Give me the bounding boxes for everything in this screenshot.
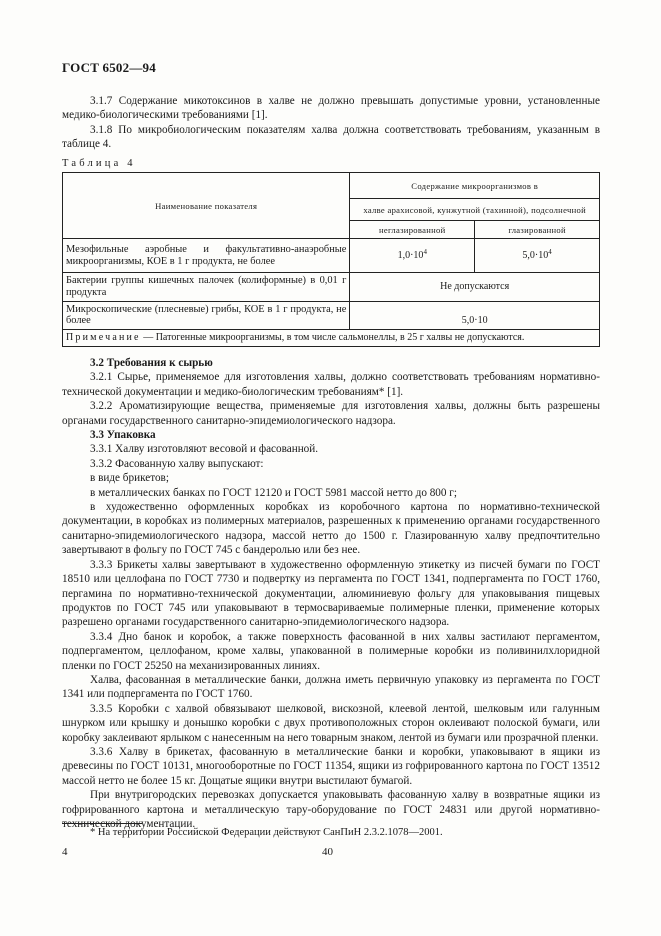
table-row-mold-value: 5,0·10: [350, 301, 600, 330]
section-3-2: [62, 356, 600, 831]
paragraph-3-3-4-b: Халва, фасованная в металлические банки, должна иметь первичную упаковку из пергамента по ГОСТ 1341 или подпергамента по ГОСТ 1760.: [62, 673, 600, 701]
page-number-left: 4: [62, 846, 68, 858]
table-label: Таблица 4: [62, 158, 136, 169]
footnote-divider: [62, 823, 142, 824]
table-row-mesophilic-glazed: [475, 239, 600, 273]
paragraph-3-3-3: 3.3.3 Брикеты халвы завертывают в художественно оформленную этикетку из писчей бумаги по ГОСТ 18510 или целлофана по ГОСТ 7730 и подвертку из пергамента по ГОСТ 1341, подпергамента по ГОСТ 1760, пергамина по нормативно-технической документации, алюминиевую фольгу для упаковывания пищевых продуктов по ГОСТ 745 или упаковывают в термосвариваемые полимерные пленки, применение которых разрешено органами государственного санитарно-эпидемиологического надзора.: [62, 558, 600, 629]
glazed-exponent: 4: [548, 247, 552, 256]
table-head-indicator: Наименование показателя: [63, 173, 350, 239]
table-row-coliform-value: Не допускаются: [350, 273, 600, 302]
document-header: ГОСТ 6502—94: [62, 60, 156, 75]
table-row-mesophilic-unglazed: [350, 239, 475, 273]
paragraph-3-3-2-c: в художественно оформленных коробках из коробочного картона по нормативно-технической документации, в коробках из полимерных материалов, разрешенных к применению органами государственного санитарно-эпидемиологического надзора, массой нетто до 1500 г. Глазированную халву предпочтительно завертывают в фольгу по ГОСТ 745 с бандеролью или без нее.: [62, 501, 600, 557]
table-head-halva: халве арахисовой, кунжутной (тахинной), подсолнечной: [350, 199, 600, 221]
paragraph-3-2-1: 3.2.1 Сырье, применяемое для изготовления халвы, должно соответствовать требованиям нормативно-технической документации и медико-биологическим требованиям* [1].: [62, 371, 600, 398]
paragraph-3-1-8: 3.1.8 По микробиологическим показателям халва должна соответствовать требованиям, указанным в таблице 4.: [62, 123, 600, 151]
paragraph-3-3-5: 3.3.5 Коробки с халвой обвязывают шелковой, вискозной, клеевой лентой, шелковым или галунным шнурком или крышку и донышко коробки с двух противоположных сторон оклеивают полоской бумаги, или коробку заклеивают ярлыком с нанесенным на него товарным знаком, лентой из бумаги или прозрачной пленки.: [62, 702, 600, 744]
paragraph-3-3-2-a: в виде брикетов;: [90, 472, 169, 485]
table-row-mesophilic-name: Мезофильные аэробные и факультативно-анаэробные микроорганизмы, КОЕ в 1 г продукта, не более: [63, 239, 350, 273]
paragraph-3-3-2-b: в металлических банках по ГОСТ 12120 и ГОСТ 5981 массой нетто до 800 г;: [90, 486, 457, 499]
paragraph-3-3-2: 3.3.2 Фасованную халву выпускают:: [90, 457, 264, 470]
table-row-mold-name: Микроскопические (плесневые) грибы, КОЕ в 1 г продукта, не более: [63, 301, 350, 330]
table-head-content: Содержание микроорганизмов в: [350, 173, 600, 199]
table-4: [62, 172, 600, 347]
paragraph-3-3-6: 3.3.6 Халву в брикетах, фасованную в металлические банки и коробки, упаковывают в ящики из древесины по ГОСТ 10131, многооборотные по ГОСТ 11354, ящики из гофрированного картона по ГОСТ 13512 массой нетто не более 15 кг. Дощатые ящики внутри выстилают бумагой.: [62, 745, 600, 787]
table-row-coliform-name: Бактерии группы кишечных палочек (колиформные) в 0,01 г продукта: [63, 273, 350, 302]
paragraph-3-1-7: 3.1.7 Содержание микотоксинов в халве не должно превышать допустимые уровни, установленные медико-биологическими требованиями [1].: [62, 95, 600, 122]
paragraph-3-2-2: 3.2.2 Ароматизирующие вещества, применяемые для изготовления халвы, должны быть разрешены органами государственного санитарно-эпидемиологического надзора.: [62, 400, 600, 427]
paragraph-3-3-1: 3.3.1 Халву изготовляют весовой и фасованной.: [90, 443, 319, 456]
page-number-center: 40: [322, 846, 333, 858]
table-note: [63, 330, 600, 347]
glazed-base: 5,0·10: [522, 249, 549, 261]
paragraph-3-3-6-b: При внутригородских перевозках допускается упаковывать фасованную халву в возвратные ящики из гофрированного картона и металлическую тару-оборудование по ГОСТ 24831 или другой нормативно-технической документации.: [62, 789, 600, 830]
intro-block: [62, 94, 600, 152]
unglazed-base: 1,0·10: [397, 249, 424, 261]
section-3-2-title: 3.2 Требования к сырью: [90, 357, 213, 369]
footnote: * На территории Российской Федерации действуют СанПиН 2.3.2.1078—2001.: [90, 827, 443, 838]
table-head-glazed: глазированной: [475, 221, 600, 239]
unglazed-exponent: 4: [423, 247, 427, 256]
table-head-unglazed: неглазированной: [350, 221, 475, 239]
table-note-label: Примечание: [66, 332, 141, 344]
table-note-text: — Патогенные микроорганизмы, в том числе сальмонеллы, в 25 г халвы не допускаются.: [140, 332, 525, 344]
section-3-3-title: 3.3 Упаковка: [90, 429, 156, 442]
paragraph-3-3-4: 3.3.4 Дно банок и коробок, а также поверхность фасованной в них халвы застилают пергаментом, подпергаментом, целлофаном, кроме халвы, упакованной в полимерные коробки из поливинилхлоридной пленки по ГОСТ 25250 на механизированных линиях.: [62, 630, 600, 672]
